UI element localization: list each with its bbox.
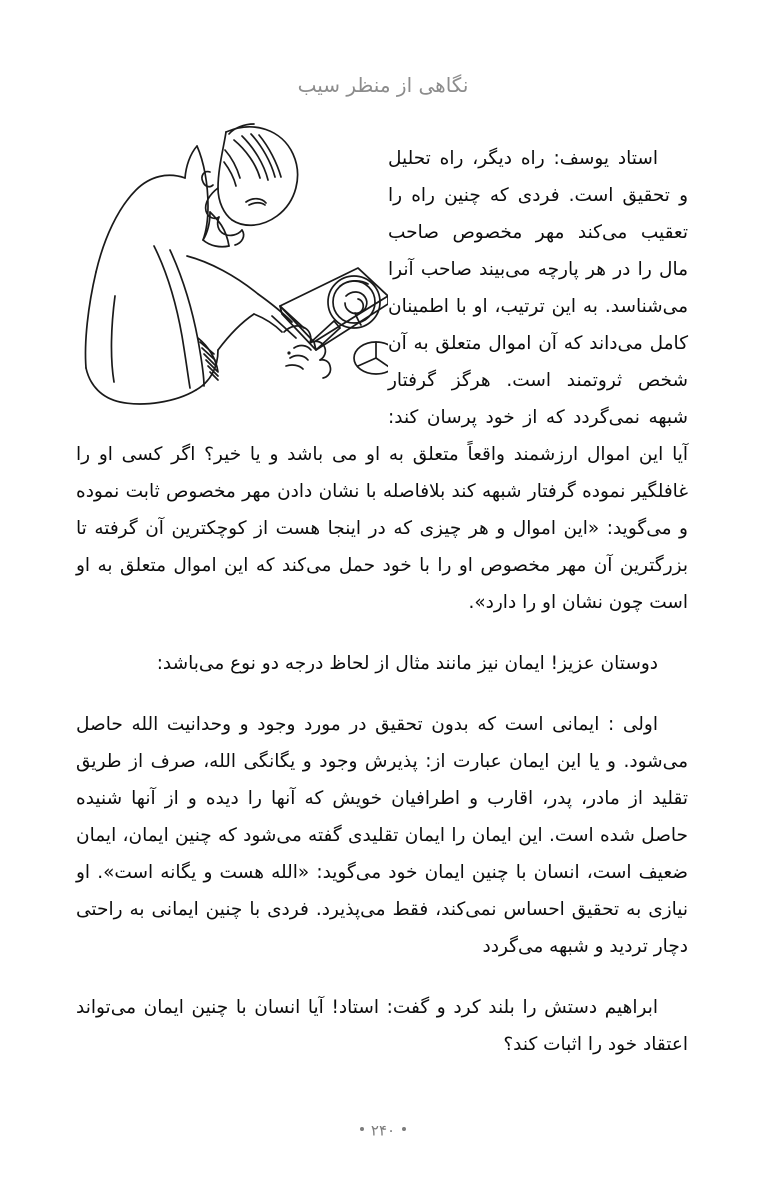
- illustration-man-examining-seal-with-magnifier: [58, 110, 388, 410]
- folio-dot-trailing: [360, 1127, 364, 1131]
- paragraph: استاد یوسف: راه دیگر، راه تحلیل و تحقیق است. فردی که چنین راه را تعقیب می‌کند مهر مخصوص صاحب مال را در هر پارچه می‌بیند صاحب آنرا می‌شناسد. به این ترتیب، او با اطمینان کامل می‌داند که آن اموال متعلق به آن شخص ثروتمند است. هرگز گرفتار شبهه نمی‌گردد که از خود پرسان کند: آیا این اموال ارزشمند واقعاً متعلق به او می باشد و یا خیر؟ اگر کسی او را غافلگیر نموده گرفتار شبهه کند بلافاصله با نشان دادن مهر مخصوص ثابت نموده و می‌گوید: «این اموال و هر چیزی که در اینجا هست از کوچکترین آن گرفته تا بزرگترین آن مهر مخصوص او را با خود حمل می‌کند که این اموال متعلق به او است چون نشان او را دارد».: [76, 148, 688, 613]
- running-head: نگاهی از منظر سیب: [297, 73, 469, 97]
- body-text-column: [76, 140, 688, 1063]
- paragraph: اولی : ایمانی است که بدون تحقیق در مورد وجود و وحدانیت الله حاصل می‌شود. و یا این ایمان عبارت از: پذیرش وجود و یگانگی الله، صرف از طریق تقلید از مادر، پدر، اقارب و اطرافیان خویش که آنها را دیده و از آنها شنیده حاصل شده است. این ایمان را ایمان تقلیدی گفته می‌شود که چنین ایمان، ایمان ضعیف است، انسان با چنین ایمان خود می‌گوید: «الله هست و یگانه است». او نیازی به تحقیق احساس نمی‌کند، فقط می‌پذیرد. فردی با چنین ایمانی به راحتی دچار تردید و شبهه می‌گردد: [76, 714, 688, 957]
- paragraph: دوستان عزیز! ایمان نیز مانند مثال از لحاظ درجه دو نوع می‌باشد:: [156, 653, 658, 674]
- folio-dot-leading: [402, 1127, 406, 1131]
- page-number: ۲۴۰: [370, 1121, 396, 1139]
- paragraph: ابراهیم دستش را بلند کرد و گفت: استاد! آیا انسان با چنین ایمان می‌تواند اعتقاد خود را اثبات کند؟: [76, 997, 688, 1055]
- page-footer: [0, 1121, 766, 1140]
